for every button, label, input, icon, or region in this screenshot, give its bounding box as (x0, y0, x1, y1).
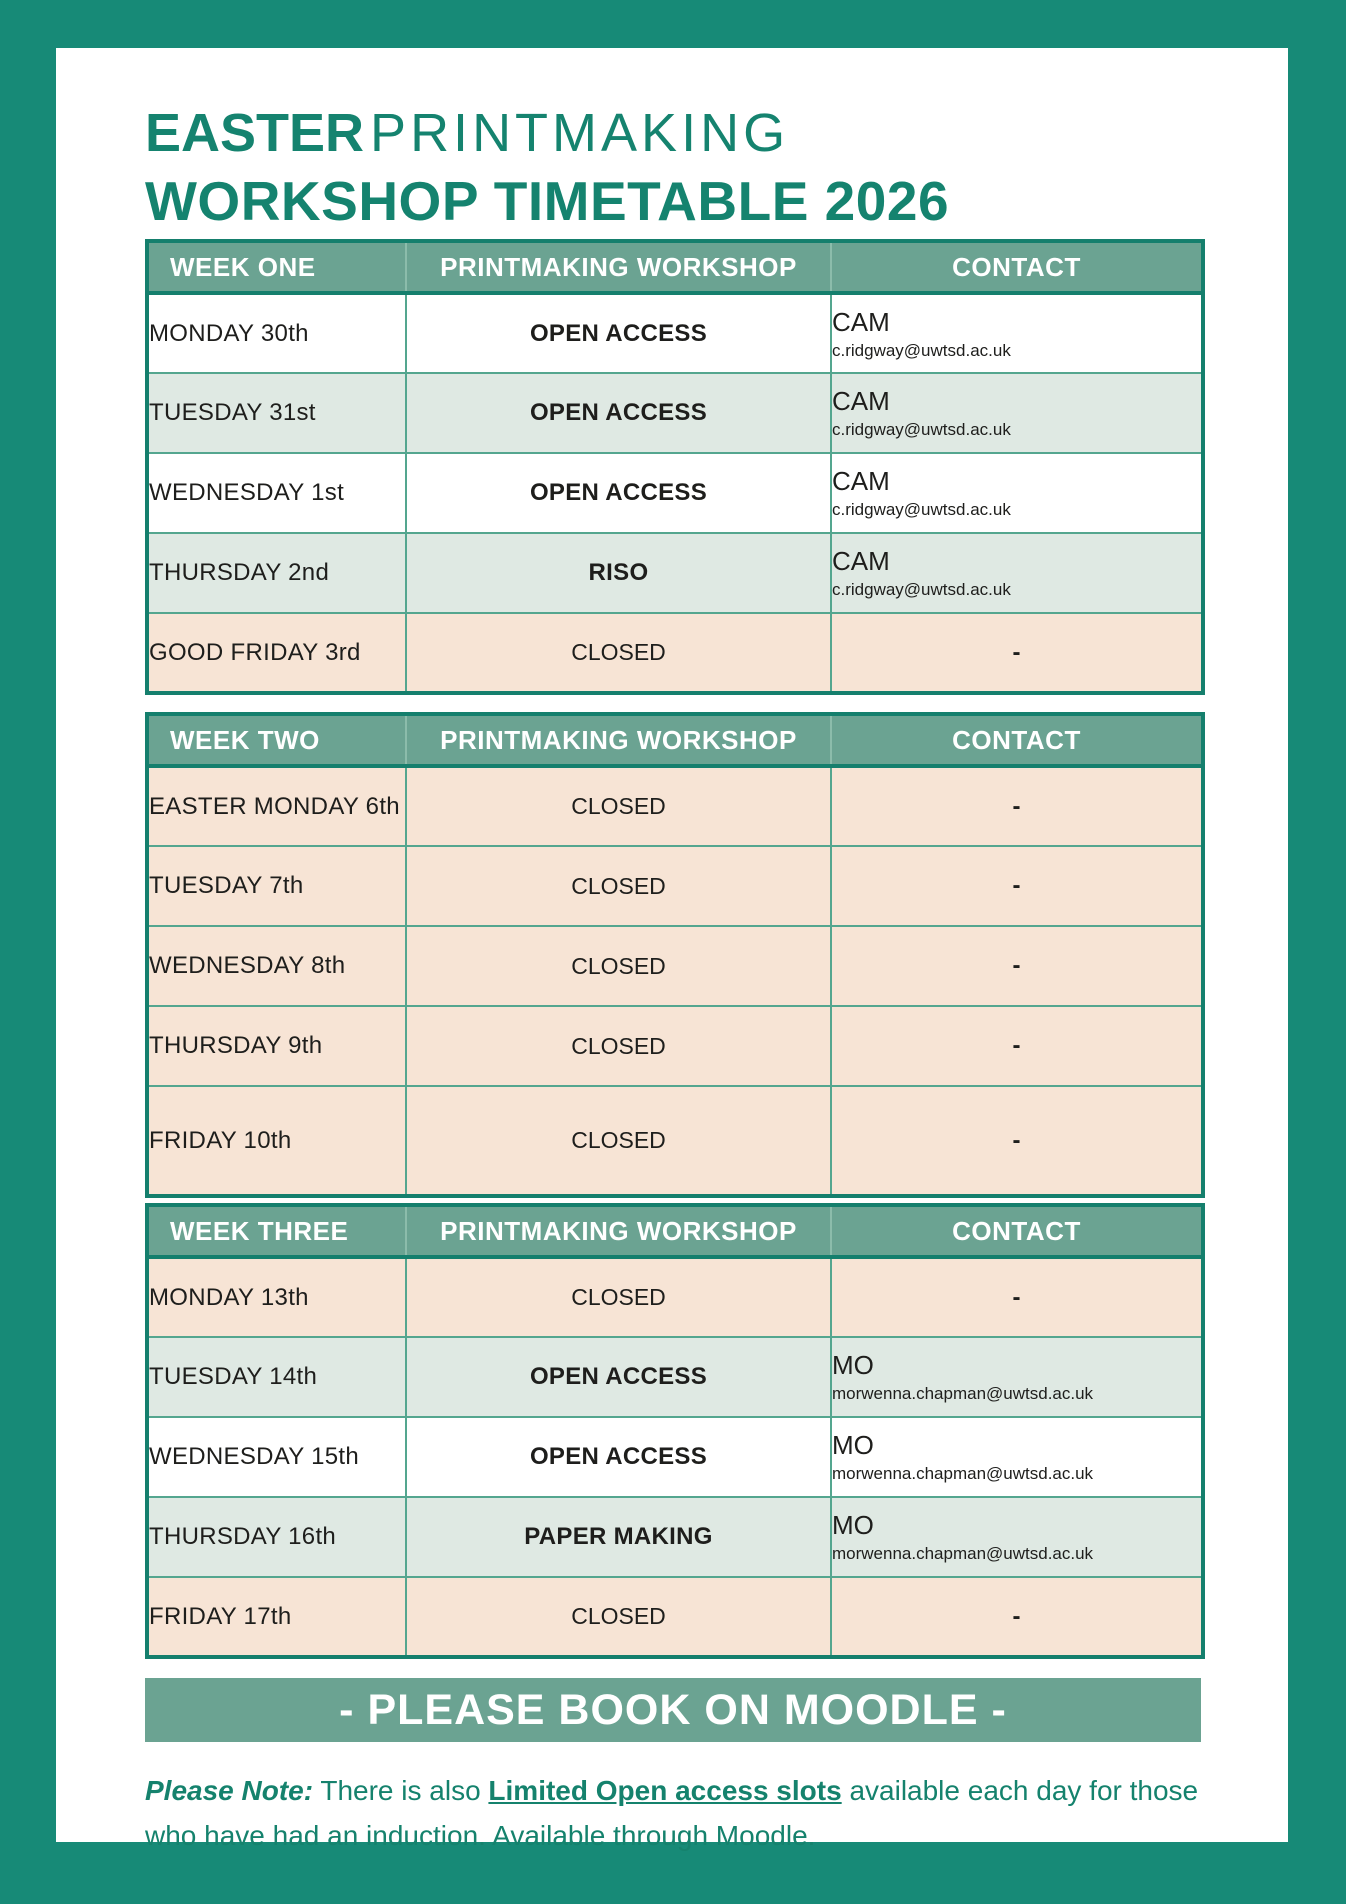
workshop-column-header: PRINTMAKING WORKSHOP (406, 714, 831, 766)
day-cell: GOOD FRIDAY 3rd (147, 613, 406, 693)
workshop-column-header: PRINTMAKING WORKSHOP (406, 241, 831, 293)
poster-sheet (56, 48, 1288, 1851)
contact-email: morwenna.chapman@uwtsd.ac.uk (832, 1464, 1094, 1483)
contact-email: c.ridgway@uwtsd.ac.uk (832, 420, 1011, 439)
table-row (147, 1086, 1203, 1196)
week-one-header: WEEK ONE (147, 241, 406, 293)
contact-column-header: CONTACT (831, 241, 1203, 293)
table-row (147, 926, 1203, 1006)
table-row (147, 846, 1203, 926)
workshop-cell: CLOSED (406, 1257, 831, 1337)
day-cell: MONDAY 30th (147, 293, 406, 373)
contact-cell: - (831, 1257, 1203, 1337)
page-title (145, 103, 950, 232)
day-cell: TUESDAY 14th (147, 1337, 406, 1417)
contact-name: CAM (832, 386, 890, 416)
title-line-2: WORKSHOP TIMETABLE 2026 (145, 170, 950, 232)
table-row (147, 613, 1203, 693)
contact-name: MO (832, 1350, 874, 1380)
workshop-cell: OPEN ACCESS (406, 293, 831, 373)
day-cell: THURSDAY 16th (147, 1497, 406, 1577)
day-cell: THURSDAY 2nd (147, 533, 406, 613)
workshop-cell: OPEN ACCESS (406, 1337, 831, 1417)
footnote-text-before: There is also (313, 1775, 489, 1806)
workshop-cell: CLOSED (406, 766, 831, 846)
table-row (147, 533, 1203, 613)
day-cell: FRIDAY 17th (147, 1577, 406, 1657)
day-cell: MONDAY 13th (147, 1257, 406, 1337)
table-row (147, 293, 1203, 373)
contact-name: CAM (832, 466, 890, 496)
header-row (147, 241, 1203, 293)
contact-email: c.ridgway@uwtsd.ac.uk (832, 580, 1011, 599)
header-row (147, 1205, 1203, 1257)
table-row (147, 1006, 1203, 1086)
workshop-cell: CLOSED (406, 1577, 831, 1657)
moodle-banner: - PLEASE BOOK ON MOODLE - (145, 1678, 1201, 1742)
contact-name: MO (832, 1510, 874, 1540)
contact-cell: - (831, 1086, 1203, 1196)
workshop-cell: PAPER MAKING (406, 1497, 831, 1577)
title-printmaking: PRINTMAKING (370, 103, 790, 163)
contact-cell (831, 1497, 1203, 1577)
contact-email: morwenna.chapman@uwtsd.ac.uk (832, 1544, 1094, 1563)
contact-cell (831, 1417, 1203, 1497)
table-row (147, 766, 1203, 846)
workshop-cell: OPEN ACCESS (406, 453, 831, 533)
title-line-1 (145, 103, 949, 174)
table-row (147, 1257, 1203, 1337)
timetable-week-two (145, 712, 1205, 1198)
workshop-cell: CLOSED (406, 926, 831, 1006)
title-easter: EASTER (145, 103, 365, 163)
workshop-cell: RISO (406, 533, 831, 613)
table-row (147, 373, 1203, 453)
contact-name: CAM (832, 306, 890, 337)
contact-cell: - (831, 766, 1203, 846)
workshop-cell: OPEN ACCESS (406, 373, 831, 453)
contact-cell (831, 533, 1203, 613)
workshop-cell: CLOSED (406, 846, 831, 926)
contact-cell: - (831, 1006, 1203, 1086)
workshop-cell: CLOSED (406, 1006, 831, 1086)
day-cell: TUESDAY 7th (147, 846, 406, 926)
timetable-week-one (145, 239, 1205, 695)
contact-cell: - (831, 846, 1203, 926)
footnote (145, 1768, 1230, 1858)
workshop-cell: CLOSED (406, 613, 831, 693)
week-two-header: WEEK TWO (147, 714, 406, 766)
table-row (147, 1577, 1203, 1657)
table-row (147, 1417, 1203, 1497)
workshop-cell: CLOSED (406, 1086, 831, 1196)
footnote-link-text: Limited Open access slots (488, 1775, 842, 1806)
contact-name: CAM (832, 546, 890, 576)
contact-cell: - (831, 926, 1203, 1006)
table-row (147, 1497, 1203, 1577)
footnote-prefix: Please Note: (145, 1775, 314, 1806)
contact-cell (831, 293, 1203, 373)
contact-email: c.ridgway@uwtsd.ac.uk (832, 340, 1011, 360)
table-row (147, 453, 1203, 533)
header-row (147, 714, 1203, 766)
contact-cell: - (831, 1577, 1203, 1657)
day-cell: WEDNESDAY 1st (147, 453, 406, 533)
week-three-header: WEEK THREE (147, 1205, 406, 1257)
workshop-column-header: PRINTMAKING WORKSHOP (406, 1205, 831, 1257)
day-cell: THURSDAY 9th (147, 1006, 406, 1086)
contact-column-header: CONTACT (831, 1205, 1203, 1257)
contact-column-header: CONTACT (831, 714, 1203, 766)
contact-cell (831, 453, 1203, 533)
workshop-cell: OPEN ACCESS (406, 1417, 831, 1497)
day-cell: EASTER MONDAY 6th (147, 766, 406, 846)
contact-name: MO (832, 1430, 874, 1460)
day-cell: TUESDAY 31st (147, 373, 406, 453)
contact-email: morwenna.chapman@uwtsd.ac.uk (832, 1384, 1094, 1403)
contact-cell (831, 1337, 1203, 1417)
timetable-week-three (145, 1203, 1205, 1659)
table-row (147, 1337, 1203, 1417)
contact-email: c.ridgway@uwtsd.ac.uk (832, 500, 1011, 519)
day-cell: FRIDAY 10th (147, 1086, 406, 1196)
day-cell: WEDNESDAY 8th (147, 926, 406, 1006)
contact-cell: - (831, 613, 1203, 693)
day-cell: WEDNESDAY 15th (147, 1417, 406, 1497)
contact-cell (831, 373, 1203, 453)
footnote-text-after: available each day for those who have had an induction. Available through Moodle. (145, 1775, 1199, 1851)
